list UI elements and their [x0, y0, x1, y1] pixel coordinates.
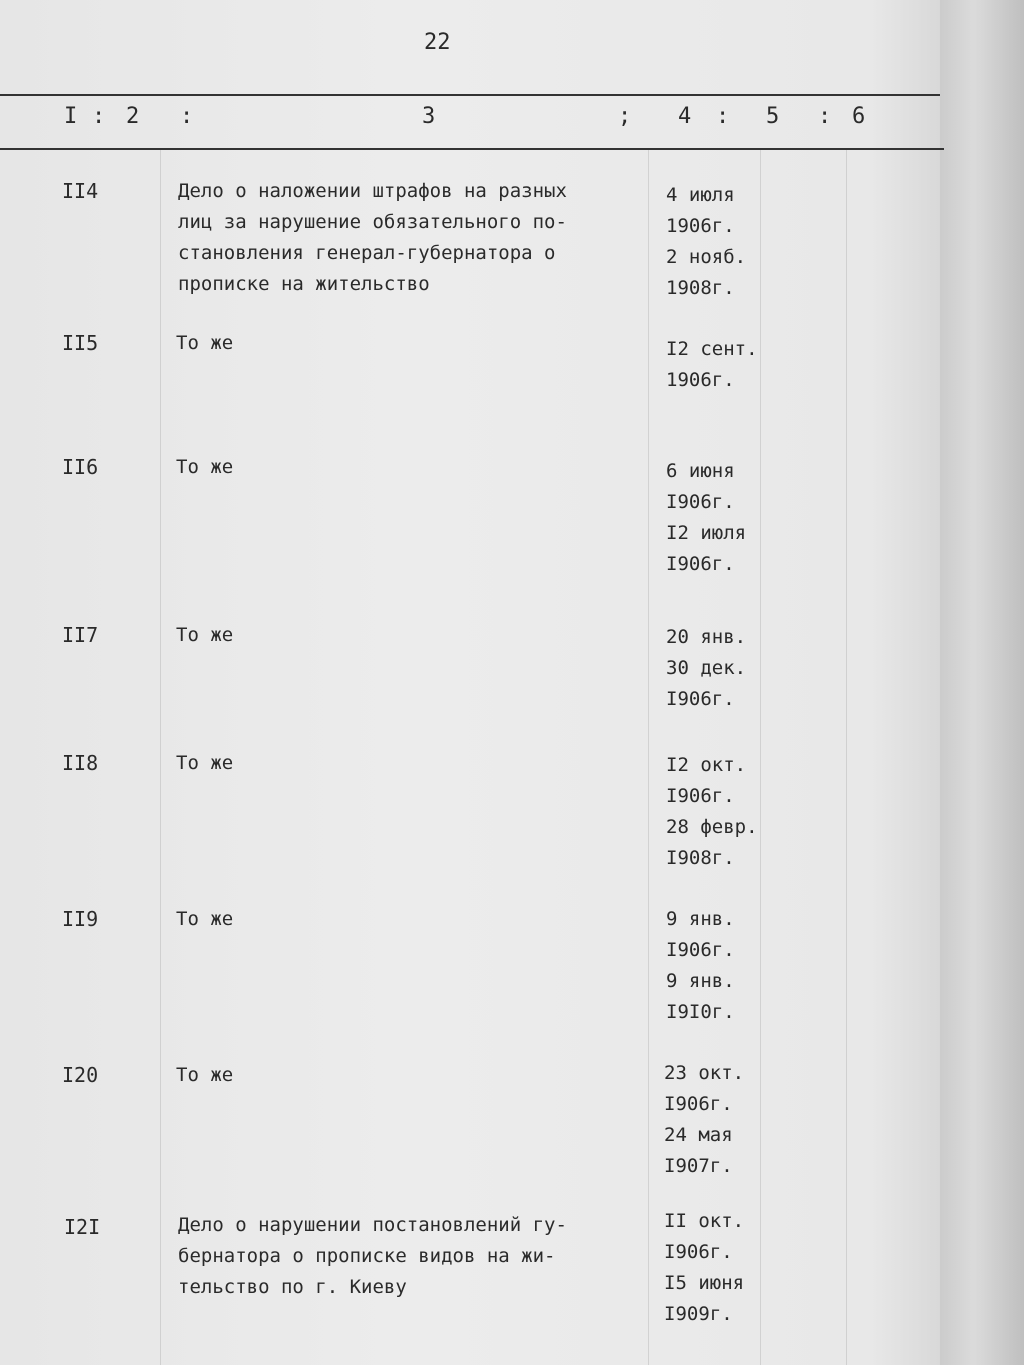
row-description [176, 620, 233, 651]
row-number: II4 [62, 179, 99, 203]
header-col-1: I [64, 104, 78, 129]
description-line: Дело о нарушении постановлений гу- [178, 1214, 567, 1236]
description-line: становления генерал-губернатора о [178, 242, 556, 264]
page-number: 22 [424, 30, 451, 55]
row-number: I2I [64, 1215, 101, 1239]
row-description [176, 452, 233, 483]
row-description [176, 904, 233, 935]
header-col-2: 2 [126, 104, 140, 129]
date-line: 30 дек. [666, 657, 747, 679]
row-dates [664, 1058, 744, 1182]
row-number: II8 [62, 751, 99, 775]
date-line: I906г. [666, 688, 735, 710]
date-line: I906г. [666, 939, 735, 961]
column-guide-4 [846, 150, 847, 1365]
row-dates [666, 180, 746, 304]
row-number: II6 [62, 455, 99, 479]
date-line: I2 окт. [666, 754, 747, 776]
date-line: I2 сент. [666, 338, 758, 360]
description-line: То же [176, 332, 234, 354]
column-guide-2 [648, 150, 649, 1365]
date-line: 28 февр. [666, 816, 758, 838]
row-description [176, 748, 233, 779]
row-description [178, 176, 567, 300]
header-col-5: 5 [766, 104, 780, 129]
row-dates [666, 622, 746, 715]
description-line: То же [176, 908, 234, 930]
header-sep: : [92, 104, 106, 129]
row-description [176, 328, 233, 359]
header-sep: : [716, 104, 730, 129]
header-sep: ; [618, 104, 632, 129]
row-number: II7 [62, 623, 99, 647]
date-line: 4 июля [666, 184, 735, 206]
row-number: I20 [62, 1063, 99, 1087]
row-dates [666, 904, 735, 1028]
page-edge-shadow [940, 0, 1024, 1365]
date-line: I908г. [666, 847, 735, 869]
header-sep: : [180, 104, 194, 129]
date-line: 24 мая [664, 1124, 733, 1146]
row-dates [666, 456, 746, 580]
date-line: I909г. [664, 1303, 733, 1325]
date-line: I906г. [666, 785, 735, 807]
description-line: лиц за нарушение обязательного по- [178, 211, 567, 233]
date-line: I906г. [664, 1093, 733, 1115]
description-line: То же [176, 752, 234, 774]
date-line: 9 янв. [666, 908, 735, 930]
date-line: 9 янв. [666, 970, 735, 992]
header-top-rule [0, 94, 940, 96]
date-line: 23 окт. [664, 1062, 745, 1084]
row-number: II9 [62, 907, 99, 931]
row-dates [666, 750, 758, 874]
row-dates [664, 1206, 744, 1330]
row-dates [666, 334, 758, 396]
row-description [178, 1210, 567, 1303]
date-line: I2 июля [666, 522, 747, 544]
header-sep: : [818, 104, 832, 129]
header-col-4: 4 [678, 104, 692, 129]
date-line: 1906г. [666, 215, 735, 237]
row-number: II5 [62, 331, 99, 355]
date-line: II окт. [664, 1210, 745, 1232]
description-line: То же [176, 624, 234, 646]
date-line: I906г. [666, 491, 735, 513]
header-col-3: 3 [422, 104, 436, 129]
header-bottom-rule [0, 148, 944, 150]
column-guide-3 [760, 150, 761, 1365]
header-col-6: 6 [852, 104, 866, 129]
date-line: 2 нояб. [666, 246, 747, 268]
description-line: Дело о наложении штрафов на разных [178, 180, 567, 202]
date-line: I5 июня [664, 1272, 745, 1294]
date-line: 6 июня [666, 460, 735, 482]
description-line: бернатора о прописке видов на жи- [178, 1245, 556, 1267]
description-line: То же [176, 1064, 234, 1086]
date-line: I906г. [666, 553, 735, 575]
description-line: тельство по г. Киеву [178, 1276, 407, 1298]
date-line: I907г. [664, 1155, 733, 1177]
description-line: прописке на жительство [178, 273, 430, 295]
date-line: 1908г. [666, 277, 735, 299]
description-line: То же [176, 456, 234, 478]
date-line: 20 янв. [666, 626, 747, 648]
row-description [176, 1060, 233, 1091]
date-line: I9I0г. [666, 1001, 735, 1023]
date-line: I906г. [664, 1241, 733, 1263]
column-guide-1 [160, 150, 161, 1365]
date-line: 1906г. [666, 369, 735, 391]
